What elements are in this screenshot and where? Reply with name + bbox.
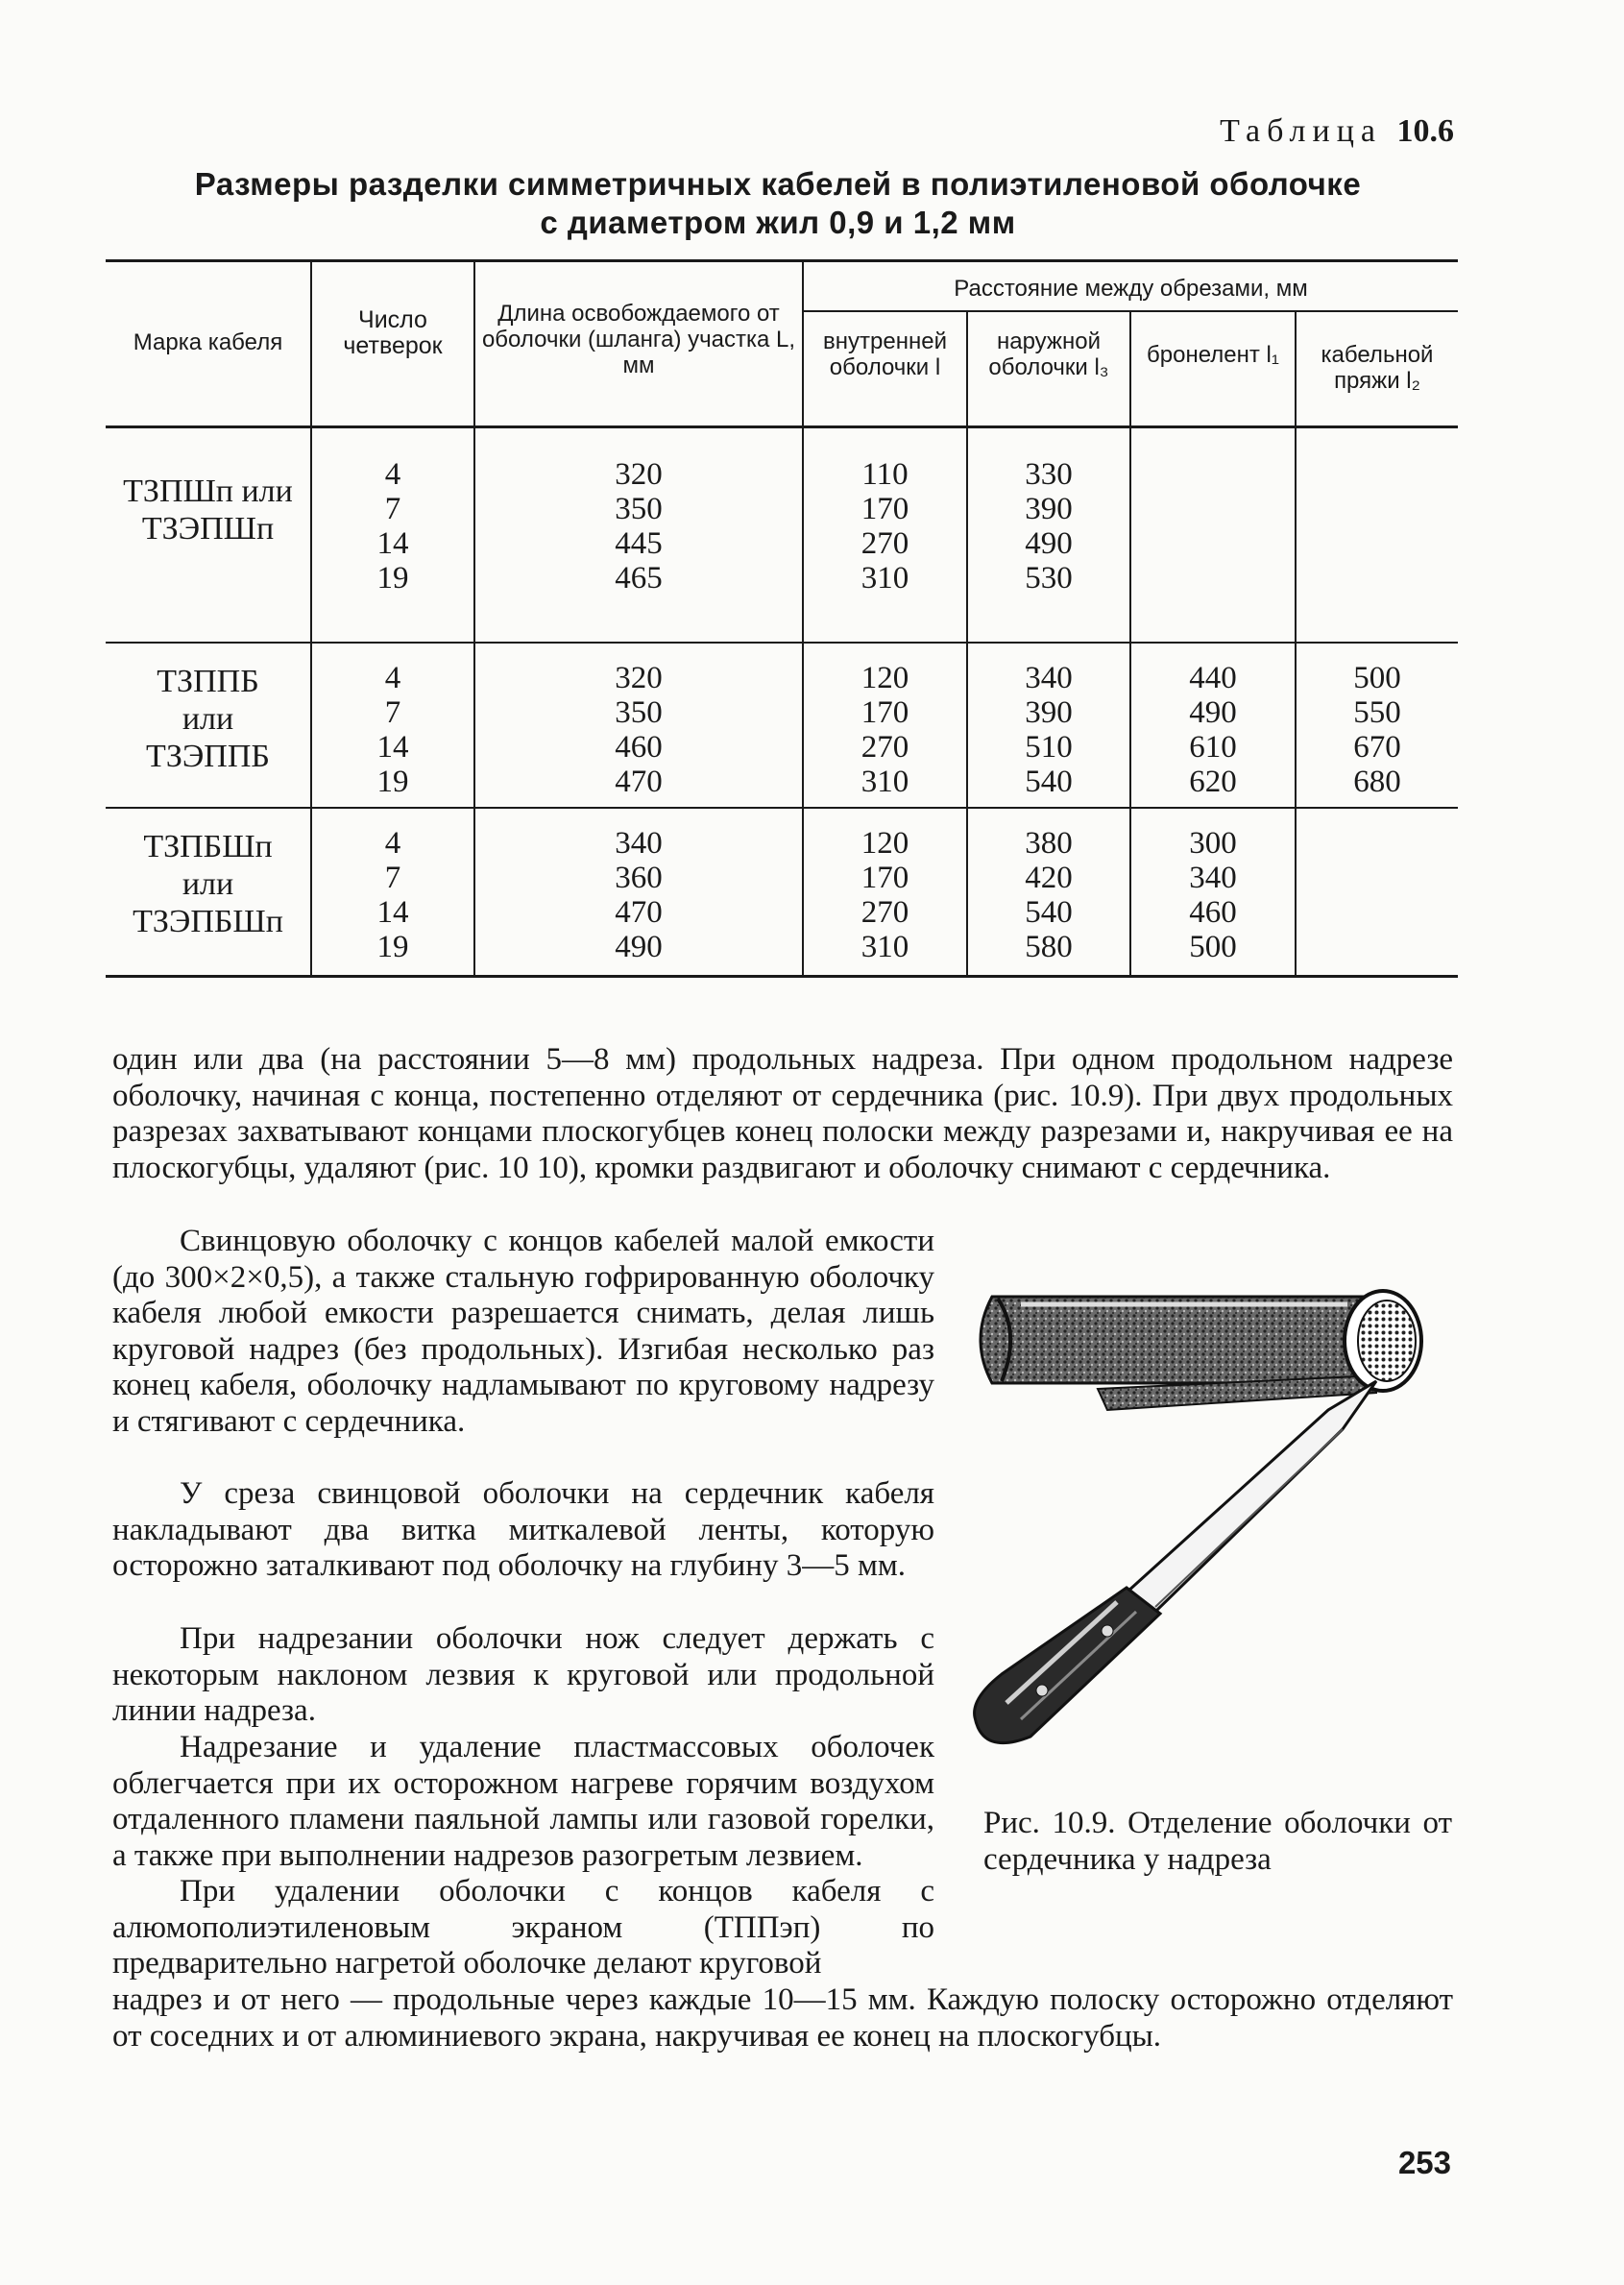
cell-length: 460 xyxy=(615,730,663,765)
cell-length: 320 xyxy=(615,457,663,492)
cell-length: 465 xyxy=(615,561,663,596)
paragraph-5: Надрезание и удаление пластмассовых оболочек облегчается при их осторожном нагреве горячим воздухом отдаленного пламени паяльной лампы или газовой горелки, а также при выполнении надрезов разогретым лезвием. xyxy=(112,1730,934,1873)
data-table xyxy=(106,259,1458,989)
knife-cable-illustration xyxy=(963,1276,1443,1752)
cell-length: 360 xyxy=(615,861,663,895)
cell-inner: 310 xyxy=(860,765,909,799)
cell-inner: 310 xyxy=(860,930,909,964)
header-distance-group: Расстояние между обрезами, мм xyxy=(954,276,1308,302)
table-label: Таблица xyxy=(1220,113,1382,149)
cell-outer: 530 xyxy=(1025,561,1073,596)
table-header-rule xyxy=(106,425,1458,428)
column-rule xyxy=(1295,312,1297,975)
header-mark: Марка кабеля xyxy=(133,329,283,355)
cell-inner: 120 xyxy=(860,826,909,861)
cell-armor: 340 xyxy=(1189,861,1237,895)
cell-quads: 7 xyxy=(384,695,401,730)
cell-armor: 620 xyxy=(1189,765,1237,799)
cell-armor: 300 xyxy=(1189,826,1237,861)
cell-length: 470 xyxy=(615,895,663,930)
header-outer: наружной оболочки l₃ xyxy=(988,328,1109,380)
cell-inner: 270 xyxy=(860,895,909,930)
cell-outer: 390 xyxy=(1025,695,1073,730)
cell-armor: 440 xyxy=(1189,661,1237,695)
paragraph-2: Свинцовую оболочку с концов кабелей малой емкости (до 300×2×0,5), а также стальную гофрированную оболочку кабеля любой емкости разрешается снимать, делая лишь круговой надрез (без продольных). Изгибая несколько раз конец кабеля, оболочку надламывают по круговому надрезу и стягивают с сердечника. xyxy=(112,1224,934,1439)
cell-armor: 500 xyxy=(1189,930,1237,964)
cell-quads: 7 xyxy=(384,861,401,895)
cell-inner: 110 xyxy=(861,457,909,492)
cell-outer: 540 xyxy=(1025,895,1073,930)
figure-caption: Рис. 10.9. Отделение оболочки от сердечника у надреза xyxy=(983,1806,1452,1877)
cell-inner: 170 xyxy=(860,861,909,895)
paragraph-6-part-2: надрез и от него — продольные через каждые 10—15 мм. Каждую полоску осторожно отделяют от соседних и от алюминиевого экрана, накручивая ее конец на плоскогубцы. xyxy=(112,1982,1453,2054)
cell-length: 490 xyxy=(615,930,663,964)
group-divider xyxy=(106,807,1458,809)
cell-length: 340 xyxy=(615,826,663,861)
cell-quads: 4 xyxy=(384,661,401,695)
cell-outer: 420 xyxy=(1025,861,1073,895)
cable-mark: ТЗПШп или ТЗЭПШп xyxy=(123,474,293,547)
cell-inner: 270 xyxy=(860,730,909,765)
cell-yarn: 680 xyxy=(1353,765,1401,799)
header-inner: внутренней оболочки l xyxy=(823,328,947,380)
cell-length: 350 xyxy=(615,492,663,526)
cell-quads: 4 xyxy=(384,826,401,861)
cell-outer: 340 xyxy=(1025,661,1073,695)
cell-outer: 540 xyxy=(1025,765,1073,799)
cell-armor: 460 xyxy=(1189,895,1237,930)
cell-yarn: 550 xyxy=(1353,695,1401,730)
cell-yarn: 670 xyxy=(1353,730,1401,765)
paragraph-4: При надрезании оболочки нож следует держать с некоторым наклоном лезвия к круговой или продольной линии надреза. xyxy=(112,1621,934,1728)
cell-outer: 330 xyxy=(1025,457,1073,492)
header-length: Длина освобождаемого от оболочки (шланга) участка L, мм xyxy=(481,301,796,378)
cell-inner: 310 xyxy=(860,561,909,596)
table-bottom-rule xyxy=(106,975,1458,978)
cell-outer: 390 xyxy=(1025,492,1073,526)
header-armor: бронелент l₁ xyxy=(1147,342,1279,368)
cell-length: 445 xyxy=(615,526,663,561)
cell-length: 350 xyxy=(615,695,663,730)
cell-length: 470 xyxy=(615,765,663,799)
cell-armor: 490 xyxy=(1189,695,1237,730)
cell-outer: 510 xyxy=(1025,730,1073,765)
table-number-value: 10.6 xyxy=(1396,113,1454,149)
cell-inner: 170 xyxy=(860,695,909,730)
cell-armor: 610 xyxy=(1189,730,1237,765)
cable-mark: ТЗПБШп или ТЗЭПБШп xyxy=(133,829,283,939)
cell-quads: 19 xyxy=(376,561,409,596)
cell-quads: 14 xyxy=(376,730,409,765)
cell-quads: 4 xyxy=(384,457,401,492)
header-yarn: кабельной пряжи l₂ xyxy=(1321,342,1434,394)
cell-quads: 14 xyxy=(376,526,409,561)
paragraph-6-part-1: При удалении оболочки с концов кабеля с алюмополиэтиленовым экраном (ТППэп) по предварительно нагретой оболочке делают круговой xyxy=(112,1874,934,1981)
cell-yarn: 500 xyxy=(1353,661,1401,695)
cell-quads: 19 xyxy=(376,930,409,964)
page-number: 253 xyxy=(1397,2145,1451,2180)
table-title xyxy=(106,165,1450,242)
cell-inner: 270 xyxy=(860,526,909,561)
cell-quads: 14 xyxy=(376,895,409,930)
table-top-rule xyxy=(106,259,1458,262)
cell-inner: 120 xyxy=(860,661,909,695)
table-title-line-2: с диаметром жил 0,9 и 1,2 мм xyxy=(540,205,1016,240)
header-quads: Число четверок xyxy=(343,306,443,359)
cell-inner: 170 xyxy=(860,492,909,526)
cell-outer: 580 xyxy=(1025,930,1073,964)
group-divider xyxy=(106,642,1458,644)
cable-mark: ТЗППБ или ТЗЭППБ xyxy=(146,664,270,774)
paragraph-3: У среза свинцовой оболочки на сердечник кабеля накладывают два витка миткалевой ленты, которую осторожно заталкивают под оболочку на глубину 3—5 мм. xyxy=(112,1476,934,1583)
paragraph-1: один или два (на расстоянии 5—8 мм) продольных надреза. При одном продольном надрезе оболочку, начиная с конца, постепенно отделяют от сердечника (рис. 10.9). При двух продольных разрезах захватывают концами плоскогубцев конец полоски между разрезами и, накручивая ее на плоскогубцы, удаляют (рис. 10 10), кромки раздвигают и оболочку снимают с сердечника. xyxy=(112,1042,1453,1185)
cell-outer: 490 xyxy=(1025,526,1073,561)
cell-outer: 380 xyxy=(1025,826,1073,861)
table-title-line-1: Размеры разделки симметричных кабелей в полиэтиленовой оболочке xyxy=(194,166,1362,202)
cell-quads: 19 xyxy=(376,765,409,799)
table-number xyxy=(1220,113,1454,150)
cell-quads: 7 xyxy=(384,492,401,526)
cell-length: 320 xyxy=(615,661,663,695)
